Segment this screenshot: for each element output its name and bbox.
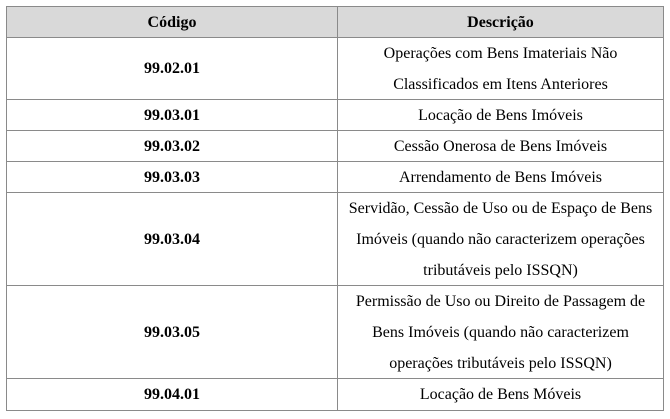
- row-code: 99.03.01: [7, 100, 338, 131]
- row-description: Arrendamento de Bens Imóveis: [338, 162, 663, 193]
- row-code: 99.03.02: [7, 131, 338, 162]
- row-description: Servidão, Cessão de Uso ou de Espaço de Bens Imóveis (quando não caracterizem operações tributáveis pelo ISSQN): [338, 193, 663, 286]
- header-description: Descrição: [338, 7, 663, 38]
- row-description: Operações com Bens Imateriais Não Classificados em Itens Anteriores: [338, 38, 663, 100]
- row-code: 99.03.05: [7, 286, 338, 379]
- row-code: 99.04.01: [7, 379, 338, 410]
- header-code: Código: [7, 7, 338, 38]
- row-description: Cessão Onerosa de Bens Imóveis: [338, 131, 663, 162]
- row-description: Locação de Bens Imóveis: [338, 100, 663, 131]
- row-description: Permissão de Uso ou Direito de Passagem de Bens Imóveis (quando não caracterizem operações tributáveis pelo ISSQN): [338, 286, 663, 379]
- row-code: 99.03.04: [7, 193, 338, 286]
- row-code: 99.03.03: [7, 162, 338, 193]
- row-code: 99.02.01: [7, 38, 338, 100]
- row-description: Locação de Bens Móveis: [419, 386, 582, 403]
- codes-table: [6, 6, 664, 411]
